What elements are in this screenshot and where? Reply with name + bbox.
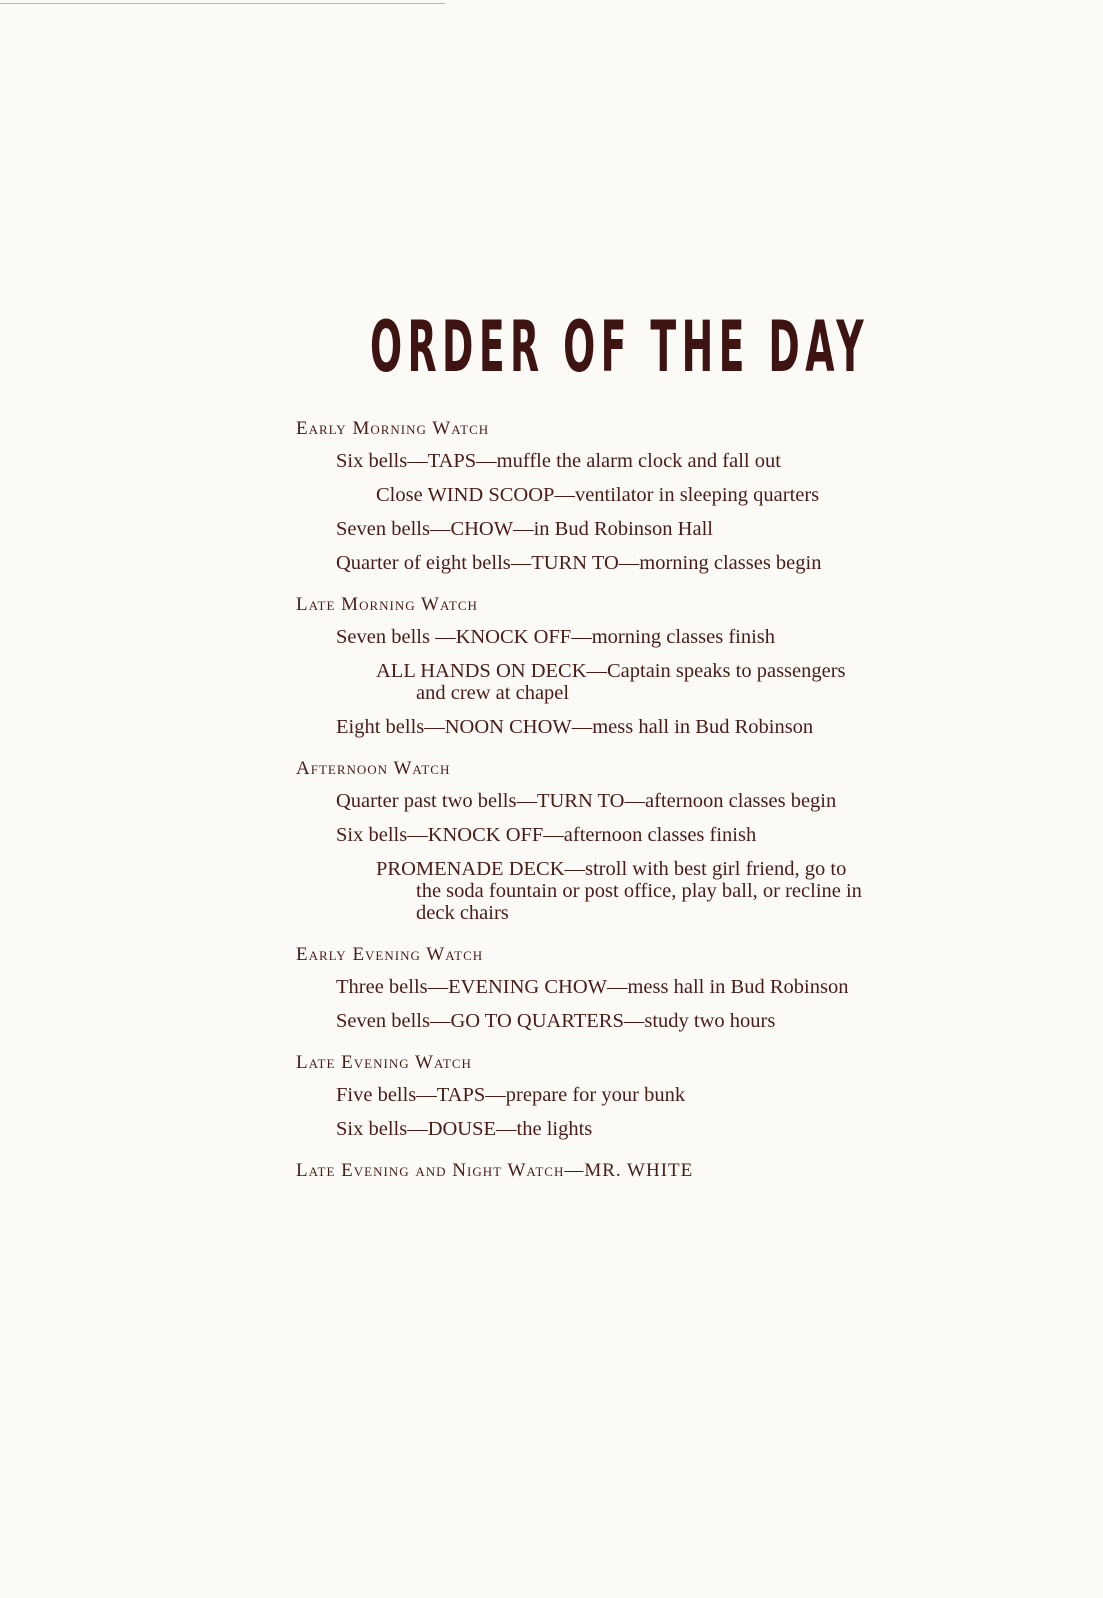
late-evening-and-night-watch [296, 1160, 936, 1182]
schedule-entry: Quarter past two bells—TURN TO—afternoon classes begin [336, 790, 837, 812]
schedule-entry: Close WIND SCOOP—ventilator in sleeping quarters [376, 484, 820, 506]
afternoon-watch [296, 758, 936, 924]
schedule-entry: Quarter of eight bells—TURN TO—morning classes begin [336, 552, 822, 574]
schedule-entry: Six bells—TAPS—muffle the alarm clock and fall out [336, 450, 781, 472]
schedule-entry: ALL HANDS ON DECK—Captain speaks to passengers and crew at chapel [376, 660, 846, 704]
watch-heading: Early Evening Watch [296, 944, 484, 965]
watch-heading: Late Evening and Night Watch—MR. WHITE [296, 1160, 694, 1181]
watch-schedule [296, 418, 936, 1192]
top-edge-rule [0, 3, 445, 4]
schedule-entry: Three bells—EVENING CHOW—mess hall in Bud Robinson [336, 976, 849, 998]
early-morning-watch [296, 418, 936, 574]
schedule-entry: Six bells—KNOCK OFF—afternoon classes finish [336, 824, 757, 846]
schedule-entry: Five bells—TAPS—prepare for your bunk [336, 1084, 686, 1106]
watch-heading: Early Morning Watch [296, 418, 490, 439]
watch-heading: Late Evening Watch [296, 1052, 472, 1073]
schedule-entry: Six bells—DOUSE—the lights [336, 1118, 593, 1140]
watch-heading: Afternoon Watch [296, 758, 451, 779]
schedule-entry: PROMENADE DECK—stroll with best girl friend, go to the soda fountain or post office, play ball, or recline in deck chairs [376, 858, 862, 924]
early-evening-watch [296, 944, 936, 1032]
page-title: ORDER OF THE DAY [370, 306, 870, 388]
late-morning-watch [296, 594, 936, 738]
late-evening-watch [296, 1052, 936, 1140]
schedule-entry: Seven bells—GO TO QUARTERS—study two hours [336, 1010, 776, 1032]
schedule-entry: Seven bells—CHOW—in Bud Robinson Hall [336, 518, 713, 540]
schedule-entry: Seven bells —KNOCK OFF—morning classes finish [336, 626, 776, 648]
watch-heading: Late Morning Watch [296, 594, 478, 615]
schedule-entry: Eight bells—NOON CHOW—mess hall in Bud Robinson [336, 716, 814, 738]
